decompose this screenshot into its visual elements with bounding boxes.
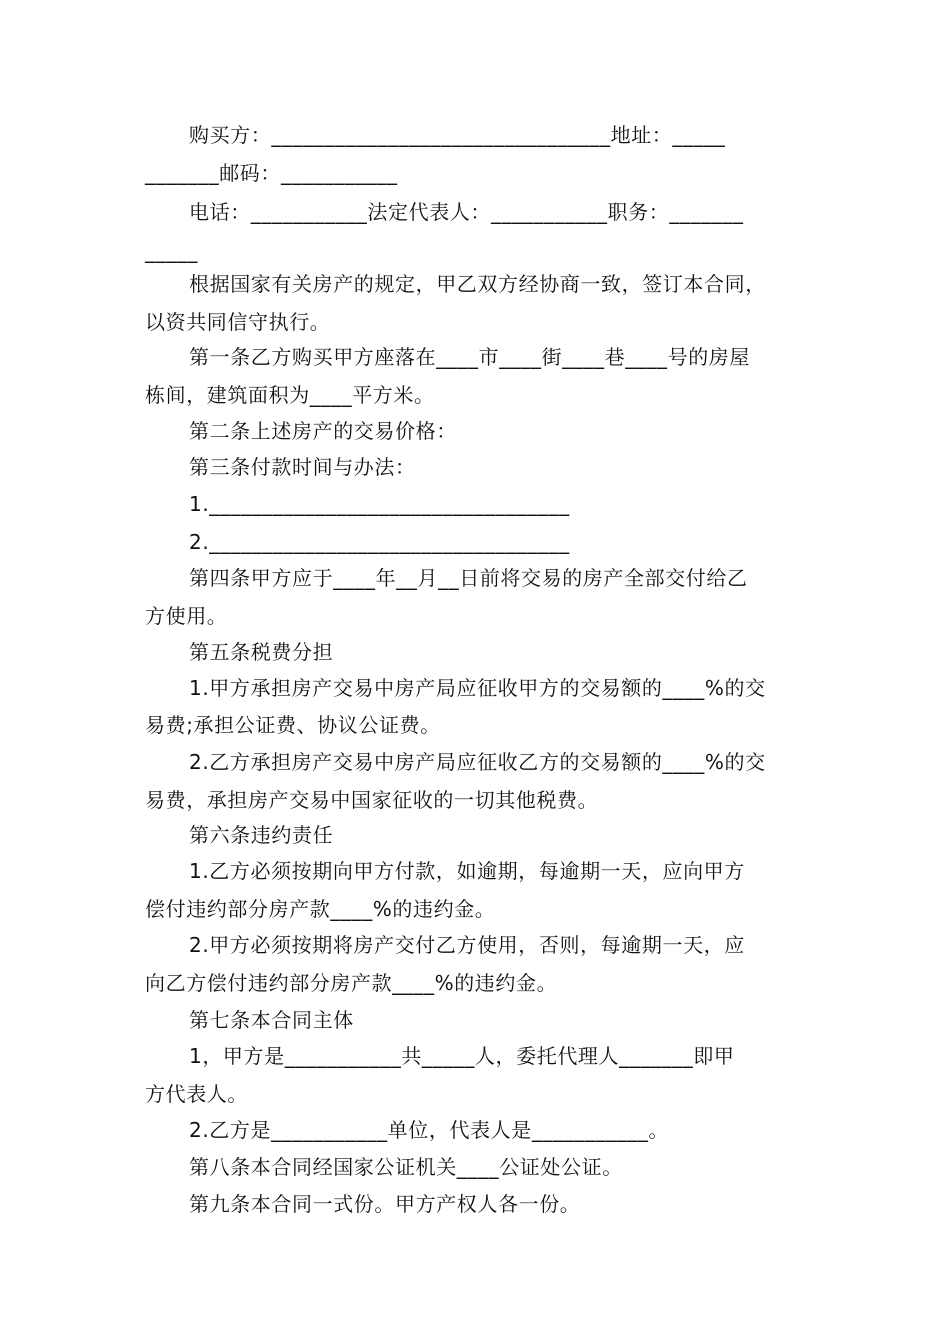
article-6-item-2-line-1: 2.甲方必须按期将房产交付乙方使用，否则，每逾期一天，应 <box>189 933 745 957</box>
article-5: 第五条税费分担 <box>189 640 334 664</box>
article-7-item-2: 2.乙方是___________单位，代表人是___________。 <box>189 1118 670 1142</box>
article-7: 第七条本合同主体 <box>189 1008 354 1032</box>
article-1-line-1: 第一条乙方购买甲方座落在____市____街____巷____号的房屋 <box>189 345 750 369</box>
payment-item-2: 2.__________________________________ <box>189 530 570 554</box>
article-7-item-1-line-2: 方代表人。 <box>145 1082 248 1106</box>
article-4-line-1: 第四条甲方应于____年__月__日前将交易的房产全部交付给乙 <box>189 566 748 590</box>
article-4-line-2: 方使用。 <box>145 604 228 628</box>
payment-item-1: 1.__________________________________ <box>189 492 570 516</box>
article-8: 第八条本合同经国家公证机关____公证处公证。 <box>189 1155 623 1179</box>
article-1-line-2: 栋间，建筑面积为____平方米。 <box>145 383 435 407</box>
article-3: 第三条付款时间与办法： <box>189 455 416 479</box>
article-6: 第六条违约责任 <box>189 823 334 847</box>
postcode-line: _______邮码：___________ <box>145 161 398 185</box>
article-6-item-1-line-2: 偿付违约部分房产款____%的违约金。 <box>145 897 496 921</box>
buyer-line: 购买方：________________________________地址：_____ <box>189 123 726 147</box>
preamble-line-2: 以资共同信守执行。 <box>145 310 331 334</box>
article-7-item-1-line-1: 1，甲方是___________共_____人，委托代理人_______即甲 <box>189 1044 735 1068</box>
article-5-item-2-line-2: 易费，承担房产交易中国家征收的一切其他税费。 <box>145 788 599 812</box>
preamble-line-1: 根据国家有关房产的规定，甲乙双方经协商一致，签订本合同， <box>189 272 766 296</box>
article-6-item-2-line-2: 向乙方偿付违约部分房产款____%的违约金。 <box>145 971 558 995</box>
title-continuation-line: _____ <box>145 239 198 263</box>
article-6-item-1-line-1: 1.乙方必须按期向甲方付款，如逾期，每逾期一天，应向甲方 <box>189 859 745 883</box>
article-9: 第九条本合同一式份。甲方产权人各一份。 <box>189 1192 581 1216</box>
article-2: 第二条上述房产的交易价格： <box>189 419 457 443</box>
article-5-item-1-line-1: 1.甲方承担房产交易中房产局应征收甲方的交易额的____%的交 <box>189 676 766 700</box>
phone-line: 电话：___________法定代表人：___________职务：_______ <box>189 200 744 224</box>
article-5-item-1-line-2: 易费;承担公证费、协议公证费。 <box>145 713 441 737</box>
article-5-item-2-line-1: 2.乙方承担房产交易中房产局应征收乙方的交易额的____%的交 <box>189 750 766 774</box>
